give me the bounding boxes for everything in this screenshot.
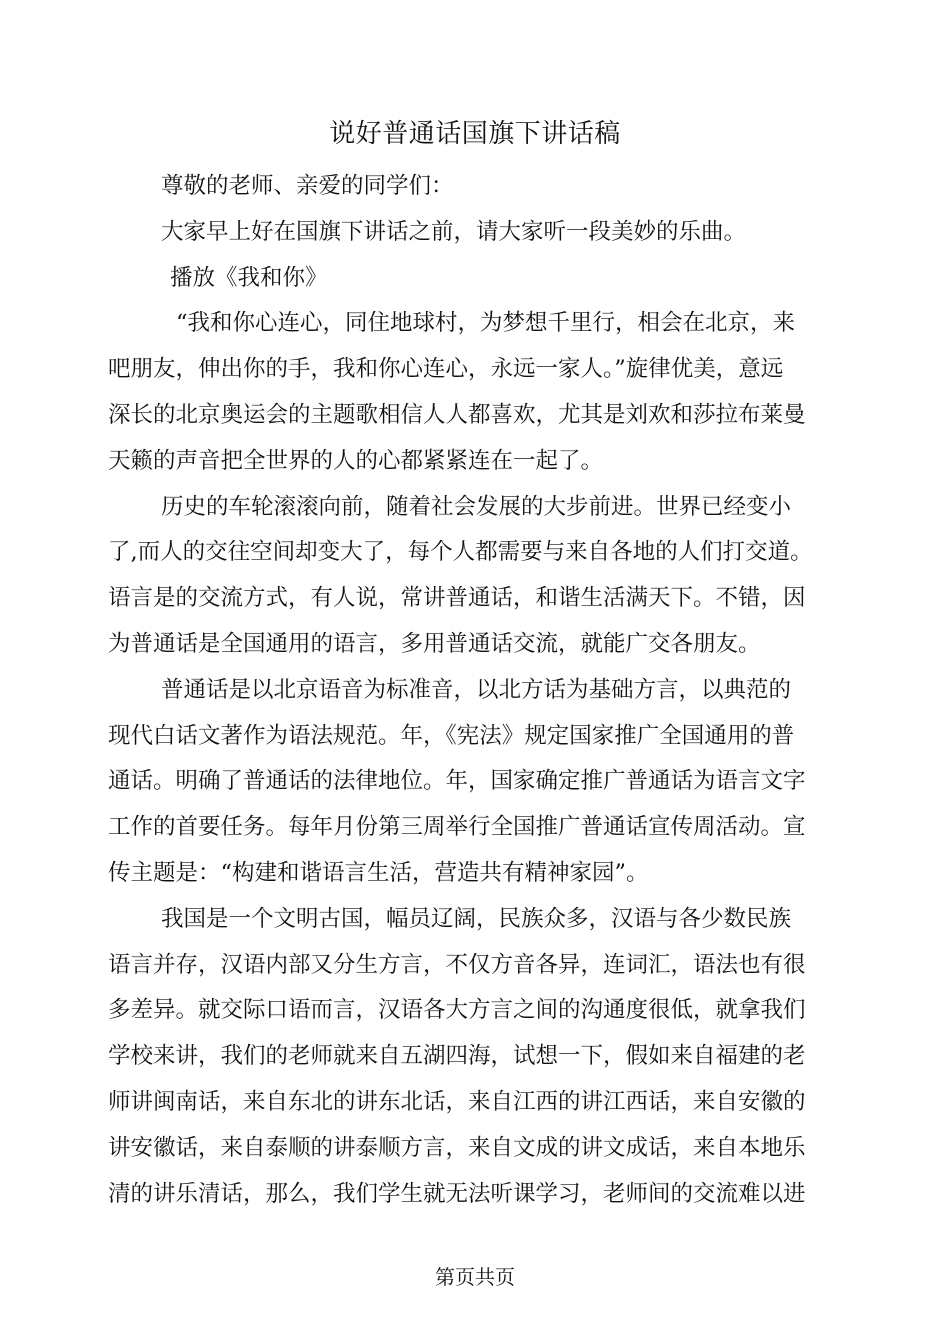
paragraph-line: 多差异。就交际口语而言，汉语各大方言之间的沟通度很低，就拿我们 bbox=[108, 997, 806, 1024]
paragraph-line: 深长的北京奥运会的主题歌相信人人都喜欢，尤其是刘欢和莎拉布莱曼 bbox=[108, 401, 806, 428]
paragraph-line: “我和你心连心，同住地球村，为梦想千里行，相会在北京，来 bbox=[176, 310, 796, 337]
paragraph-line: 历史的车轮滚滚向前，随着社会发展的大步前进。世界已经变小 bbox=[161, 493, 792, 520]
paragraph-line: 播放《我和你》 bbox=[170, 264, 328, 291]
paragraph-line: 普通话是以北京语音为标准音，以北方话为基础方言，以典范的 bbox=[161, 676, 792, 703]
paragraph-line: 语言是的交流方式，有人说，常讲普通话，和谐生活满天下。不错，因 bbox=[108, 585, 806, 612]
paragraph-line: 清的讲乐清话，那么，我们学生就无法听课学习，老师间的交流难以进 bbox=[108, 1180, 806, 1207]
paragraph-line: 讲安徽话，来自泰顺的讲泰顺方言，来自文成的讲文成话，来自本地乐 bbox=[108, 1134, 806, 1161]
salutation-line: 尊敬的老师、亲爱的同学们： bbox=[161, 173, 454, 199]
paragraph-line: 天籁的声音把全世界的人的心都紧紧连在一起了。 bbox=[108, 447, 604, 474]
paragraph-line: 吧朋友，伸出你的手，我和你心连心，永远一家人。”旋律优美，意远 bbox=[108, 356, 784, 383]
paragraph-line: 我国是一个文明古国，幅员辽阔，民族众多，汉语与各少数民族 bbox=[161, 905, 792, 932]
paragraph-line: 大家早上好在国旗下讲话之前，请大家听一段美妙的乐曲。 bbox=[161, 218, 747, 245]
document-title: 说好普通话国旗下讲话稿 bbox=[329, 119, 621, 149]
paragraph-line: 为普通话是全国通用的语言，多用普通话交流，就能广交各朋友。 bbox=[108, 630, 761, 657]
paragraph-line: 传主题是：“构建和谐语言生活，营造共有精神家园”。 bbox=[108, 859, 649, 886]
paragraph-line: 通话。明确了普通话的法律地位。年，国家确定推广普通话为语言文字 bbox=[108, 768, 806, 795]
paragraph-line: 工作的首要任务。每年月份第三周举行全国推广普通话宣传周活动。宣 bbox=[108, 814, 806, 841]
paragraph-line: 现代白话文著作为语法规范。年，《宪法》规定国家推广全国通用的普 bbox=[108, 722, 795, 749]
page-footer: 第页共页 bbox=[435, 1265, 515, 1289]
paragraph-line: 学校来讲，我们的老师就来自五湖四海，试想一下，假如来自福建的老 bbox=[108, 1043, 806, 1070]
paragraph-line: 语言并存，汉语内部又分生方言，不仅方音各异，连词汇，语法也有很 bbox=[108, 951, 806, 978]
document-body bbox=[108, 164, 848, 1217]
paragraph-line: 了,而人的交往空间却变大了，每个人都需要与来自各地的人们打交道。 bbox=[108, 539, 813, 566]
paragraph-line: 师讲闽南话，来自东北的讲东北话，来自江西的讲江西话，来自安徽的 bbox=[108, 1088, 806, 1115]
